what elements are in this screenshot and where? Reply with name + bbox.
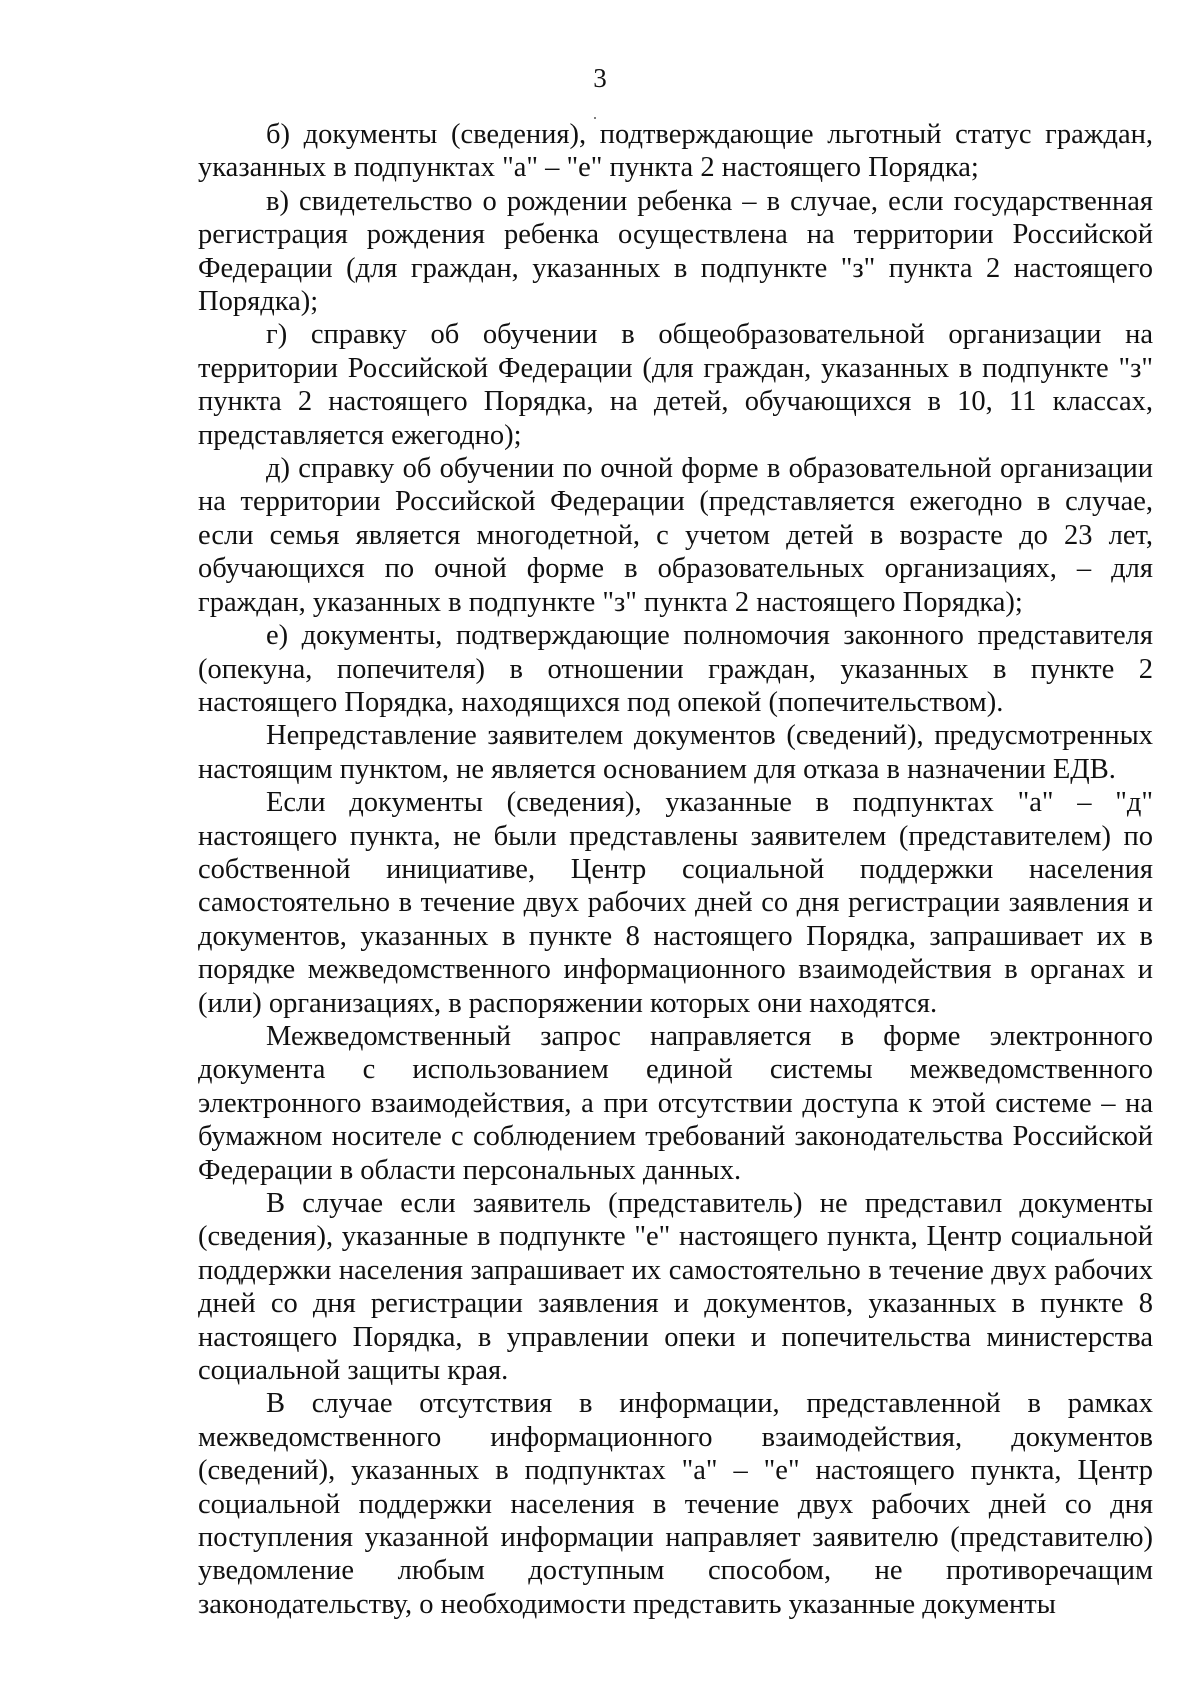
paragraph-b: б) документы (сведения), подтверждающие льготный статус граждан, указанных в подпунктах "а" – "е" пункта 2 настоящего Порядка; [198,119,1153,184]
paragraph-d: д) справку об обучении по очной форме в образовательной организации на территории Российской Федерации (представляется ежегодно в случае, если семья является многодетной, с учетом детей в возрасте до 23 лет, обучающихся по очной форме в образовательных организациях, – для граждан, указанных в подпункте "з" пункта 2 настоящего Порядка); [198,453,1153,618]
paragraph-missing-information: В случае отсутствия в информации, представленной в рамках межведомственного информационного взаимодействия, документов (сведений), указанных в подпунктах "а" – "е" настоящего пункта, Центр социальной поддержки населения в течение двух рабочих дней со дня поступления указанной информации направляет заявителю (представителю) уведомление любым доступным способом, не противоречащим законодательству, о необходимости представить указанные документы [198,1388,1153,1620]
paragraph-guardianship-request: В случае если заявитель (представитель) не представил документы (сведения), указанные в подпункте "е" настоящего пункта, Центр социальной поддержки населения запрашивает их самостоятельно в течение двух рабочих дней со дня регистрации заявления и документов, указанных в пункте 8 настоящего Порядка, в управлении опеки и попечительства министерства социальной защиты края. [198,1188,1153,1387]
paragraph-documents-request: Если документы (сведения), указанные в подпунктах "а" – "д" настоящего пункта, не были представлены заявителем (представителем) по собственной инициативе, Центр социальной поддержки населения самостоятельно в течение двух рабочих дней со дня регистрации заявления и документов, указанных в пункте 8 настоящего Порядка, запрашивает их в порядке межведомственного информационного взаимодействия в органах и (или) организациях, в распоряжении которых они находятся. [198,787,1153,1019]
paragraph-non-submission: Непредставление заявителем документов (сведений), предусмотренных настоящим пунктом, не является основанием для отказа в назначении ЕДВ. [198,720,1153,785]
paragraph-e: е) документы, подтверждающие полномочия законного представителя (опекуна, попечителя) в отношении граждан, указанных в пункте 2 настоящего Порядка, находящихся под опекой (попечительством). [198,620,1153,718]
page-number: 3 [593,63,607,93]
document-body [198,118,1153,1621]
paragraph-g: г) справку об обучении в общеобразовательной организации на территории Российской Федерации (для граждан, указанных в подпункте "з" пункта 2 настоящего Порядка, на детей, обучающихся в 10, 11 классах, представляется ежегодно); [198,319,1153,451]
paragraph-interagency-request: Межведомственный запрос направляется в форме электронного документа с использованием единой системы межведомственного электронного взаимодействия, а при отсутствии доступа к этой системе – на бумажном носителе с соблюдением требований законодательства Российской Федерации в области персональных данных. [198,1020,1153,1186]
paragraph-v: в) свидетельство о рождении ребенка – в случае, если государственная регистрация рождения ребенка осуществлена на территории Российской Федерации (для граждан, указанных в подпункте "з" пункта 2 настоящего Порядка); [198,185,1153,318]
